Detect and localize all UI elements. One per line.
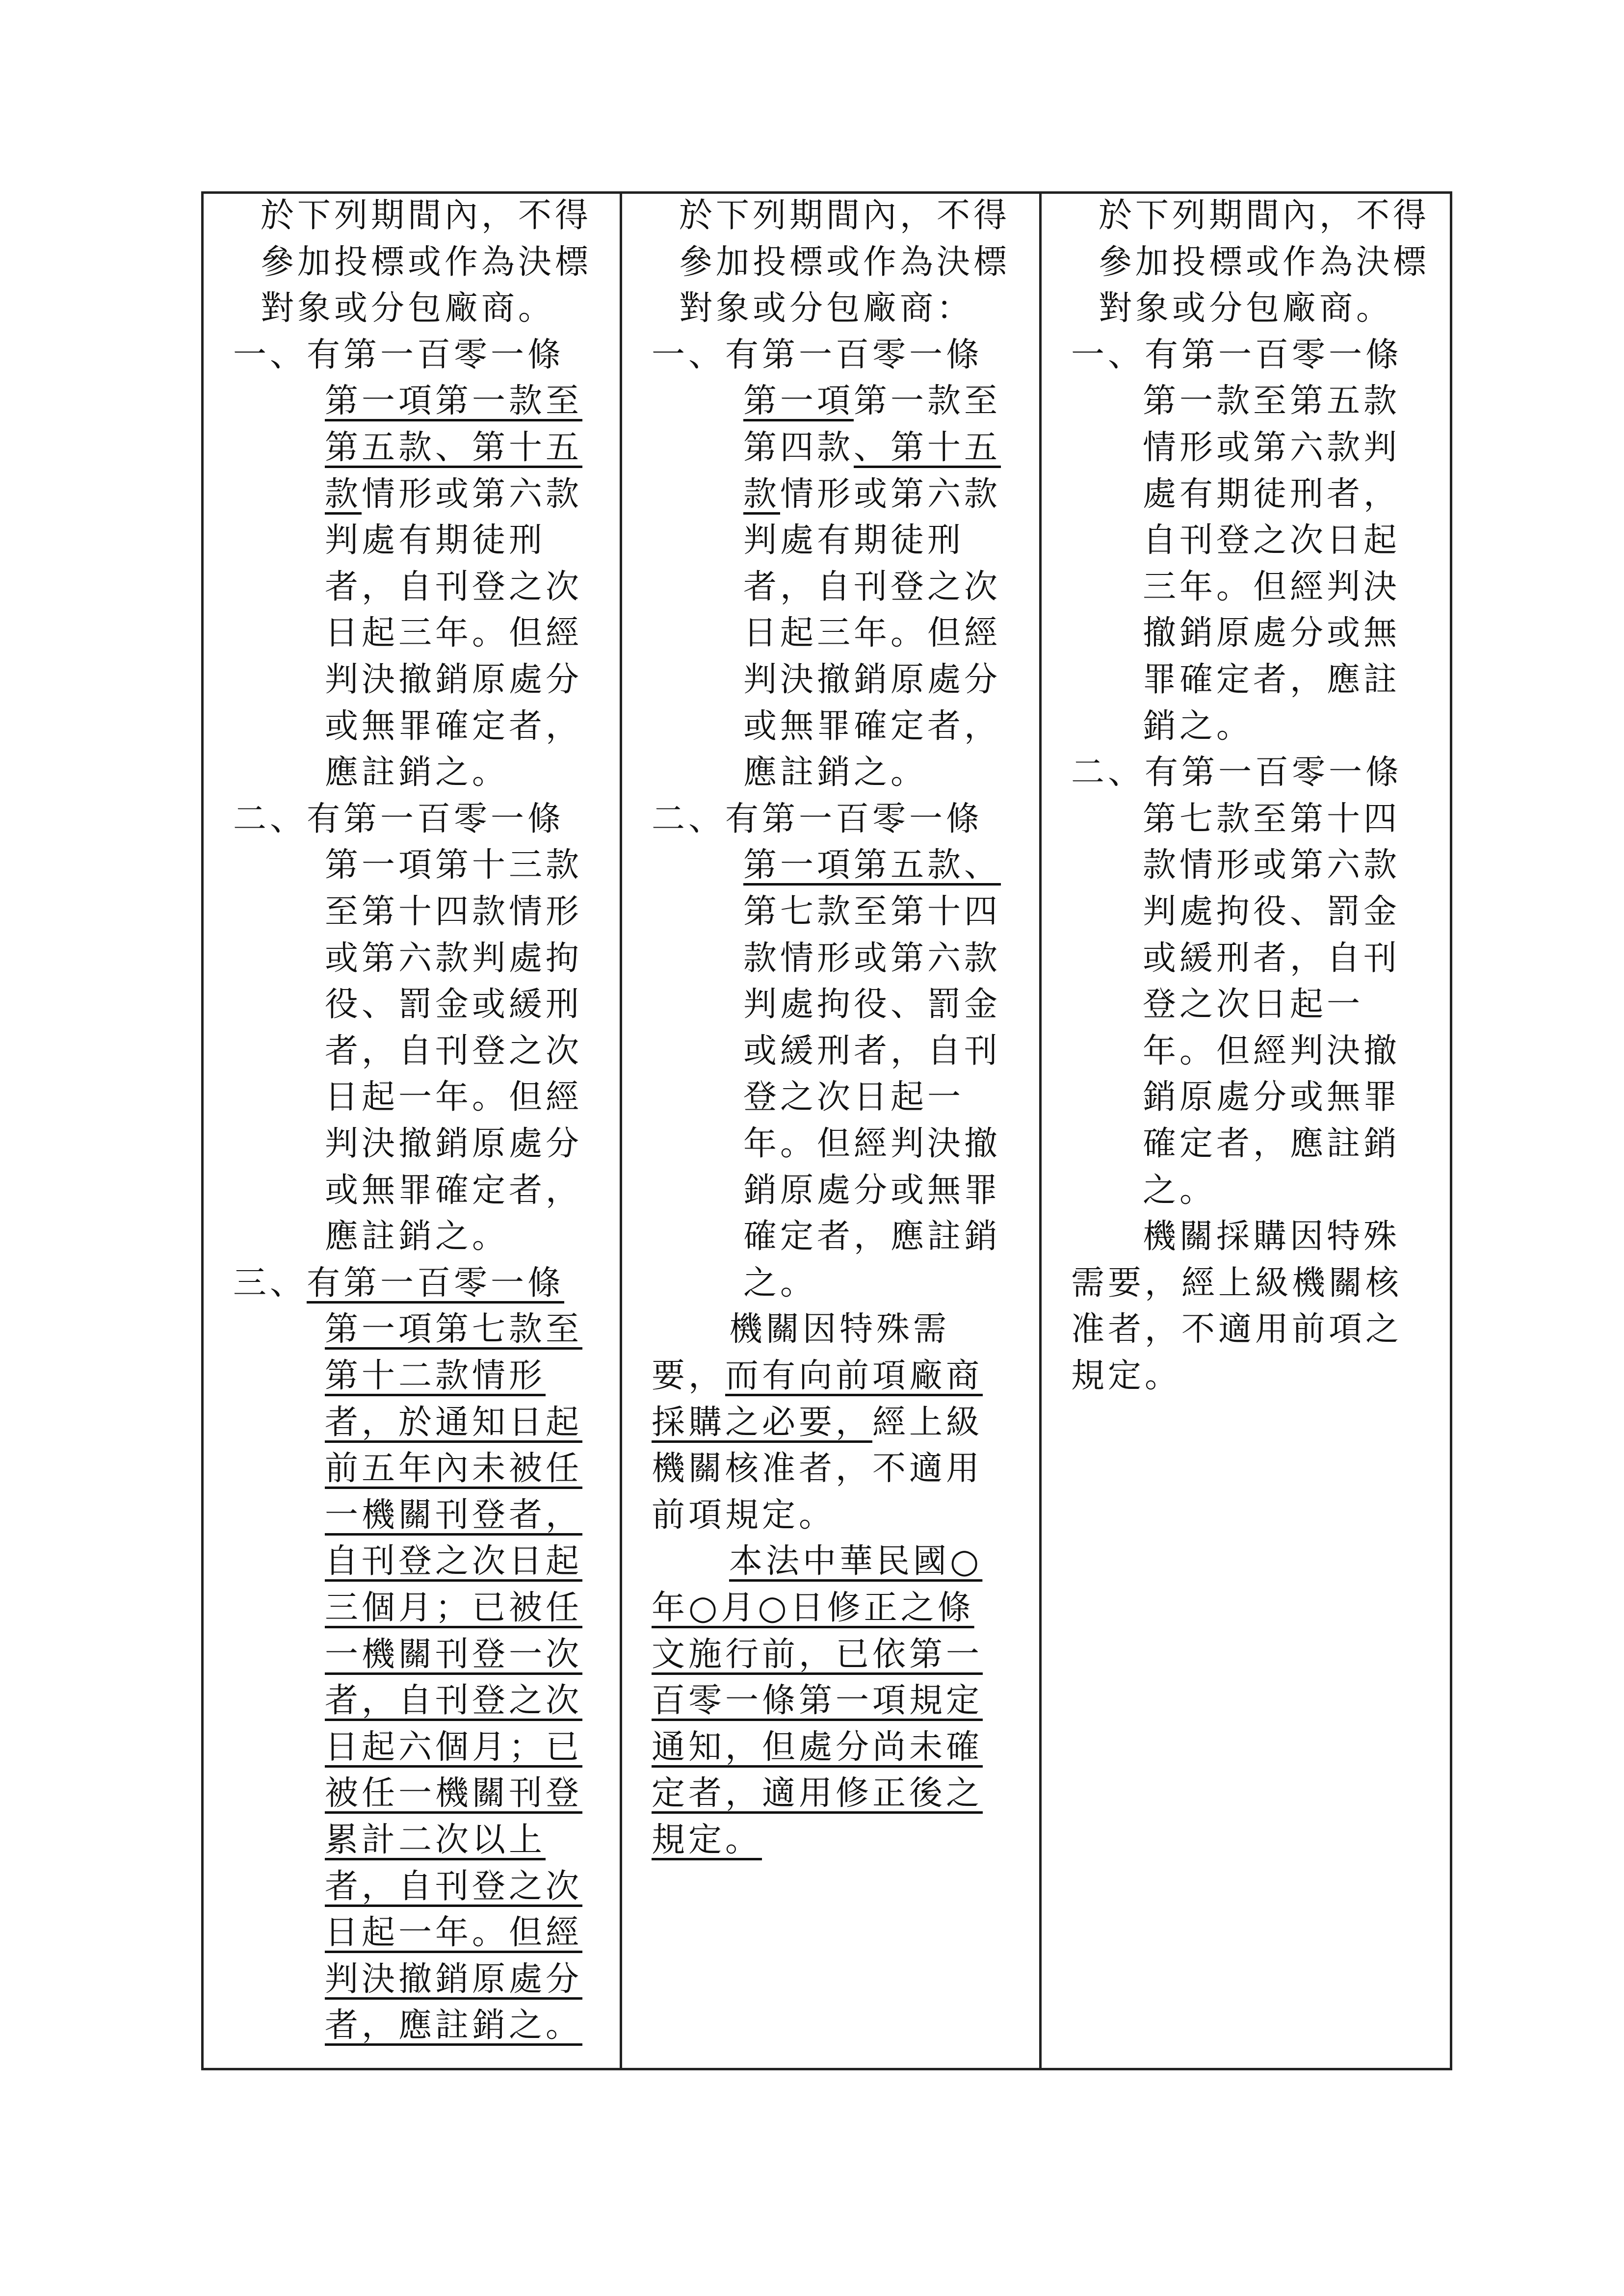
text-line <box>261 287 555 330</box>
text-line <box>652 1819 762 1862</box>
text-line <box>743 1122 1001 1166</box>
text-line <box>652 1494 836 1537</box>
text-segment: 罪確定者，應註 <box>1143 660 1401 699</box>
text-segment: 登之次日起一 <box>743 1078 965 1117</box>
text-segment: 年。但經判決撤 <box>743 1124 1001 1163</box>
text-segment: 參加投標或作為決標 <box>679 242 1011 282</box>
text-line <box>1143 890 1400 934</box>
text-line <box>679 194 1010 237</box>
text-segment: 確定者，應註銷 <box>1143 1124 1401 1163</box>
text-segment: 銷之。 <box>1143 706 1254 746</box>
text-segment: 處有期徒刑者， <box>1143 474 1401 514</box>
text-segment: 第一款至第五款 <box>1143 382 1401 421</box>
text-line <box>743 612 1001 655</box>
amended-text-segment: 一機關刊登者， <box>325 1495 583 1535</box>
text-line <box>325 1633 582 1676</box>
text-line <box>325 1215 509 1258</box>
column-original-text <box>1039 194 1450 2068</box>
amended-text-segment: 第一項第七款至 <box>325 1310 583 1349</box>
comparison-table <box>201 191 1452 2070</box>
text-line <box>325 937 582 980</box>
text-line <box>325 751 509 794</box>
text-line <box>325 844 582 887</box>
text-segment: 情形或第六款 <box>780 474 1001 514</box>
text-line <box>325 1122 582 1166</box>
text-line <box>743 890 1001 934</box>
amended-text-segment: 者，自刊登之次 <box>325 1681 583 1721</box>
text-segment: 規定。 <box>1071 1357 1182 1395</box>
text-line <box>325 612 582 655</box>
text-line <box>652 334 983 377</box>
text-line <box>325 1819 546 1862</box>
amended-text-segment: 採購之必要， <box>652 1403 873 1442</box>
text-line <box>261 241 592 284</box>
amended-text-segment: 第一項 <box>743 382 854 421</box>
text-line <box>1143 380 1400 423</box>
text-line <box>325 1308 582 1351</box>
text-line <box>679 241 1010 284</box>
amended-text-segment: 第一項第一款至 <box>325 382 583 421</box>
text-segment: 第七款至第十四 <box>1143 799 1401 838</box>
text-line <box>325 1030 582 1073</box>
amended-text-segment: 有第一百零一條 <box>307 1263 565 1303</box>
text-line <box>1071 1308 1402 1351</box>
text-segment: 者，自刊登之次 <box>325 567 583 606</box>
amended-text-segment: 第一項第五款、 <box>743 846 1001 885</box>
amended-text-segment: 通知，但處分尚未確 <box>652 1727 983 1767</box>
text-segment: 一、有第一百零一條 <box>233 335 565 374</box>
text-line <box>233 1262 564 1305</box>
text-line <box>233 798 564 841</box>
text-segment: 應註銷之。 <box>325 1217 509 1256</box>
text-segment: 機關因特殊需 <box>729 1310 950 1349</box>
amended-text-segment: 者，自刊登之次 <box>325 1867 583 1906</box>
text-segment: 參加投標或作為決標 <box>1099 242 1430 282</box>
text-segment: 日起三年。但經 <box>743 614 1001 653</box>
text-line <box>325 2004 582 2047</box>
text-line <box>1143 1076 1400 1119</box>
amended-text-segment: 第十二款情形 <box>325 1357 546 1395</box>
text-line <box>1099 241 1430 284</box>
amended-text-segment: 前五年內未被任 <box>325 1449 583 1488</box>
amended-text-segment: 判決撤銷原處分 <box>325 1959 583 1999</box>
text-segment: 第七款至第十四 <box>743 892 1001 931</box>
text-segment: 應註銷之。 <box>743 753 928 792</box>
text-segment: 第四款 <box>743 428 854 467</box>
text-line <box>325 1911 582 1955</box>
text-line <box>652 798 983 841</box>
text-line <box>652 1679 983 1722</box>
text-segment: 需要，經上級機關核 <box>1071 1263 1403 1303</box>
text-line <box>1071 751 1402 794</box>
text-segment: 或無罪確定者， <box>325 706 583 746</box>
text-line <box>729 1308 950 1351</box>
text-line <box>743 705 1001 748</box>
text-line <box>652 1401 983 1444</box>
text-segment: 款情形或第六款 <box>1143 846 1401 885</box>
text-segment: 應註銷之。 <box>325 753 509 792</box>
text-line <box>325 1169 582 1212</box>
amended-text-segment: 年○月○日修正之條 <box>652 1589 974 1627</box>
text-line <box>652 1587 974 1630</box>
text-line <box>325 519 546 562</box>
amended-text-segment: 而有向前項廠商 <box>725 1357 983 1395</box>
text-line <box>1143 1122 1400 1166</box>
text-line <box>1143 983 1363 1026</box>
text-line <box>743 1262 817 1305</box>
text-line <box>325 1540 582 1583</box>
text-segment: 對象或分包廠商。 <box>1099 289 1393 328</box>
text-segment: 判處有期徒刑 <box>325 521 546 560</box>
text-segment: 或無罪確定者， <box>743 706 1001 746</box>
amended-text-segment: 被任一機關刊登 <box>325 1774 583 1813</box>
text-line <box>233 334 564 377</box>
text-line <box>743 473 1001 516</box>
text-line <box>1143 473 1400 516</box>
text-segment: 二、有第一百零一條 <box>652 799 983 838</box>
text-segment: 一、有第一百零一條 <box>1071 335 1403 374</box>
text-segment: 或緩刑者，自刊 <box>743 1031 1001 1070</box>
text-segment: 准者，不適用前項之 <box>1071 1310 1403 1349</box>
text-segment: 日起一年。但經 <box>325 1078 583 1117</box>
text-line <box>1071 1355 1181 1398</box>
text-segment: 於下列期間內，不得 <box>261 196 592 235</box>
text-line <box>679 287 973 330</box>
text-segment: 年。但經判決撤 <box>1143 1031 1401 1070</box>
amended-text-segment: 自刊登之次日起 <box>325 1542 583 1581</box>
text-line <box>325 473 582 516</box>
text-segment: 第一項第十三款 <box>325 846 583 885</box>
text-line <box>1071 1262 1402 1305</box>
text-line <box>1143 658 1400 702</box>
text-segment: 對象或分包廠商： <box>679 289 974 328</box>
text-line <box>325 1494 582 1537</box>
text-line <box>261 194 592 237</box>
text-segment: 判決撤銷原處分 <box>325 660 583 699</box>
text-line <box>652 1355 983 1398</box>
amended-text-segment: 、第十五 <box>854 428 1001 467</box>
text-segment: 役、罰金或緩刑 <box>325 985 583 1024</box>
amended-text-segment: 累計二次以上 <box>325 1821 546 1859</box>
text-segment: 日起三年。但經 <box>325 614 583 653</box>
text-line <box>1071 334 1402 377</box>
text-segment: 第一款至 <box>854 382 1001 421</box>
text-segment: 對象或分包廠商。 <box>261 289 555 328</box>
text-line <box>325 566 582 609</box>
text-segment: 之。 <box>743 1263 817 1303</box>
text-line <box>325 1401 582 1444</box>
amended-text-segment: 日起一年。但經 <box>325 1913 583 1953</box>
text-segment: 或緩刑者，自刊 <box>1143 939 1401 978</box>
text-line <box>325 705 582 748</box>
text-line <box>743 519 964 562</box>
text-line <box>325 1076 582 1119</box>
amended-text-segment: 文施行前，已依第一 <box>652 1635 983 1674</box>
text-segment: 者，自刊登之次 <box>325 1031 583 1070</box>
text-line <box>743 566 1001 609</box>
text-line <box>325 1447 582 1490</box>
text-line <box>1143 1169 1216 1212</box>
text-segment: 機關採購因特殊 <box>1143 1217 1401 1256</box>
text-line <box>1099 287 1393 330</box>
text-segment: 二、有第一百零一條 <box>1071 753 1403 792</box>
amended-text-segment: 三個月；已被任 <box>325 1589 583 1627</box>
text-segment: 情形或第六款判 <box>1143 428 1401 467</box>
text-segment: 參加投標或作為決標 <box>261 242 592 282</box>
text-segment: 登之次日起一 <box>1143 985 1364 1024</box>
text-segment: 情形或第六款 <box>362 474 583 514</box>
text-segment: 要， <box>652 1357 726 1395</box>
amended-text-segment: 本法中華民國○ <box>729 1542 983 1581</box>
text-line <box>743 937 1001 980</box>
text-line <box>1143 1215 1400 1258</box>
text-line <box>743 1215 1001 1258</box>
text-segment: 機關核准者，不適用 <box>652 1449 983 1488</box>
text-line <box>652 1633 983 1676</box>
text-line <box>325 890 582 934</box>
text-line <box>652 1772 983 1815</box>
text-line <box>1143 705 1253 748</box>
text-line <box>1143 519 1400 562</box>
text-line <box>743 751 927 794</box>
text-line <box>1143 612 1400 655</box>
column-current-text <box>620 194 1039 2068</box>
text-line <box>743 426 1001 470</box>
text-line <box>325 1958 582 2001</box>
text-segment: 自刊登之次日起 <box>1143 521 1401 560</box>
amended-text-segment: 百零一條第一項規定 <box>652 1681 983 1721</box>
text-segment: 銷原處分或無罪 <box>743 1171 1001 1210</box>
amended-text-segment: 款 <box>325 474 362 514</box>
text-line <box>1143 566 1400 609</box>
text-line <box>743 658 1001 702</box>
text-segment: 判處拘役、罰金 <box>743 985 1001 1024</box>
text-line <box>743 380 1001 423</box>
text-segment: 判決撤銷原處分 <box>743 660 1001 699</box>
text-line <box>1143 798 1400 841</box>
text-segment: 經上級 <box>872 1403 983 1442</box>
text-segment: 者，自刊登之次 <box>743 567 1001 606</box>
text-line <box>743 1076 964 1119</box>
text-line <box>652 1726 983 1769</box>
amended-text-segment: 日起六個月；已 <box>325 1727 583 1767</box>
amended-text-segment: 一機關刊登一次 <box>325 1635 583 1674</box>
amended-text-segment: 者，應註銷之。 <box>325 2006 583 2045</box>
text-segment: 於下列期間內，不得 <box>679 196 1011 235</box>
text-line <box>325 1355 546 1398</box>
text-line <box>325 1587 582 1630</box>
text-segment: 判處有期徒刑 <box>743 521 965 560</box>
amended-text-segment: 第五款、第十五 <box>325 428 583 467</box>
text-segment: 於下列期間內，不得 <box>1099 196 1430 235</box>
column-amended-text <box>204 194 620 2068</box>
text-line <box>1143 937 1400 980</box>
text-line <box>325 380 582 423</box>
text-line <box>325 1726 582 1769</box>
text-segment: 判處拘役、罰金 <box>1143 892 1401 931</box>
text-line <box>1143 844 1400 887</box>
text-line <box>743 1030 1001 1073</box>
text-line <box>1143 1030 1400 1073</box>
text-segment: 三年。但經判決 <box>1143 567 1401 606</box>
text-segment: 至第十四款情形 <box>325 892 583 931</box>
text-segment: 或無罪確定者， <box>325 1171 583 1210</box>
text-segment: 或第六款判處拘 <box>325 939 583 978</box>
text-segment: 判決撤銷原處分 <box>325 1124 583 1163</box>
text-segment: 前項規定。 <box>652 1495 836 1535</box>
text-line <box>325 658 582 702</box>
text-line <box>325 983 582 1026</box>
text-segment: 之。 <box>1143 1171 1217 1210</box>
text-line <box>743 1169 1001 1212</box>
text-segment: 撤銷原處分或無 <box>1143 614 1401 653</box>
text-segment: 一、有第一百零一條 <box>652 335 983 374</box>
text-segment: 款情形或第六款 <box>743 939 1001 978</box>
amended-text-segment: 者，於通知日起 <box>325 1403 583 1442</box>
text-segment: 銷原處分或無罪 <box>1143 1078 1401 1117</box>
text-line <box>652 1447 983 1490</box>
amended-text-segment: 規定。 <box>652 1821 762 1859</box>
text-line <box>325 1772 582 1815</box>
text-line <box>325 426 582 470</box>
text-line <box>1099 194 1430 237</box>
text-line <box>325 1865 582 1908</box>
text-line <box>743 983 1001 1026</box>
text-line <box>1143 426 1400 470</box>
amended-text-segment: 定者，適用修正後之 <box>652 1774 983 1813</box>
amended-text-segment: 款 <box>743 474 781 514</box>
text-segment: 三、 <box>233 1263 307 1303</box>
text-segment: 確定者，應註銷 <box>743 1217 1001 1256</box>
text-segment: 二、有第一百零一條 <box>233 799 565 838</box>
text-line <box>729 1540 982 1583</box>
text-line <box>325 1679 582 1722</box>
text-line <box>743 844 1001 887</box>
